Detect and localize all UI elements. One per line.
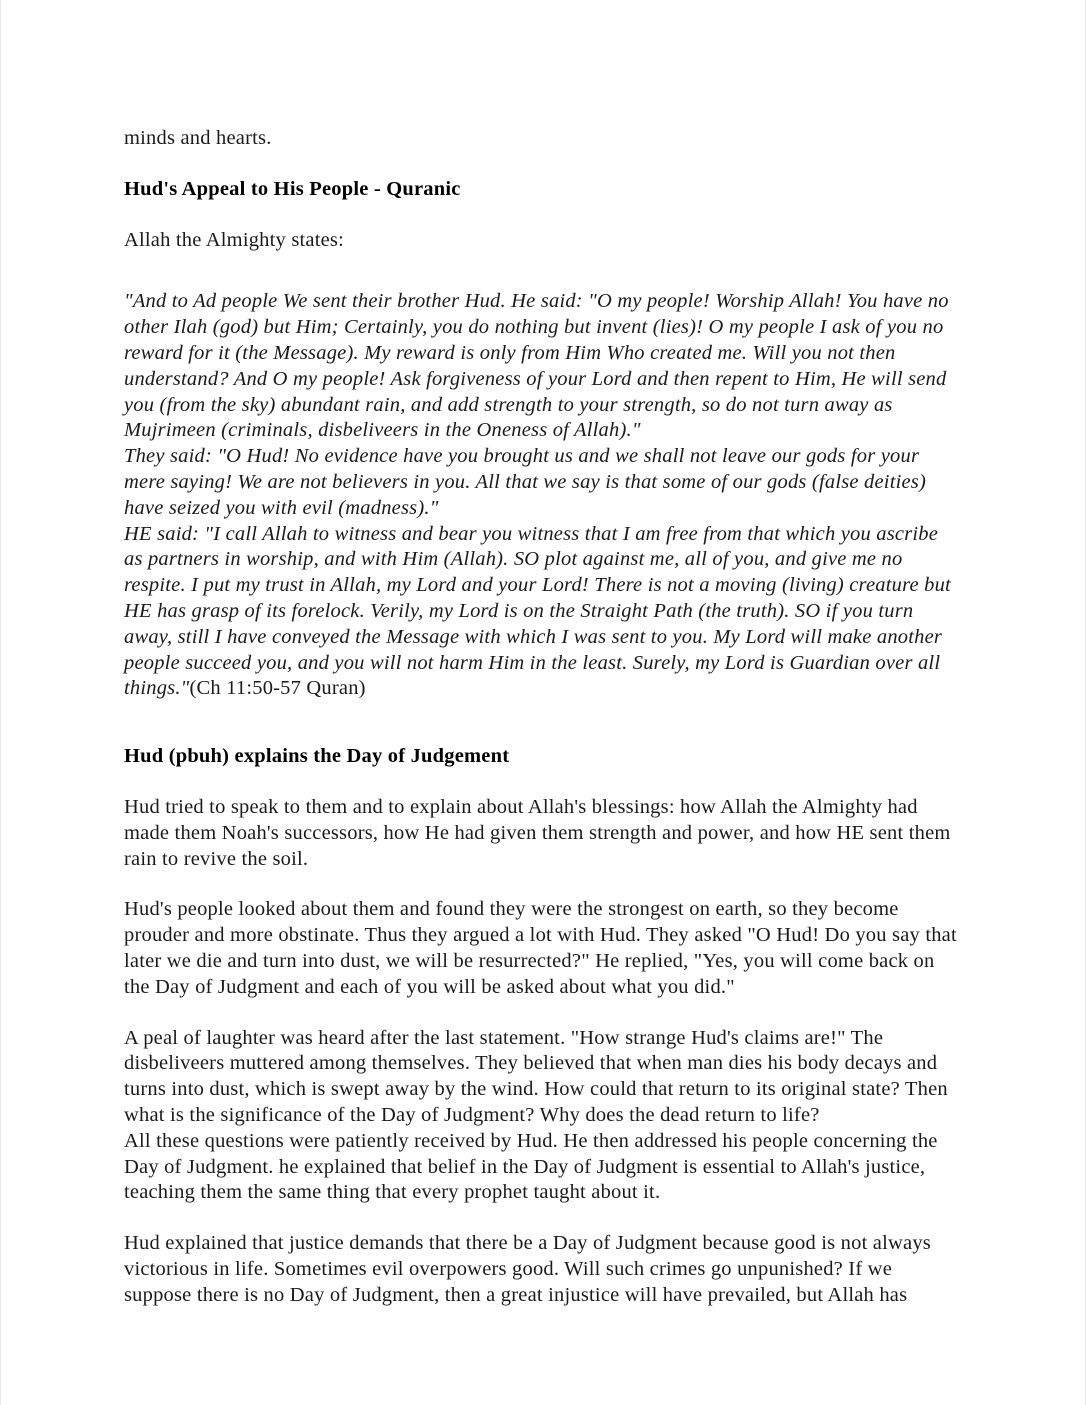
body-paragraph-2: Hud's people looked about them and found they were the strongest on earth, so they become prouder and more obstinate. Thus they argued a lot with Hud. They asked "O Hud! Do you say that later we die and turn into dust, we will be resurrected?" He replied, "Yes, you will come back on the Day of Judgment and each of you will be asked about what you did." (124, 898, 957, 998)
section-heading-day-of-judgement: Hud (pbuh) explains the Day of Judgement (124, 745, 510, 768)
quote-paragraph-3 (124, 522, 962, 703)
quote-paragraph-2: They said: "O Hud! No evidence have you brought us and we shall not leave our gods for your mere saying! We are not believers in you. All that we say is that some of our gods (false deities) have seized you with evil (madness)." (124, 445, 927, 519)
body-paragraph-4: All these questions were patiently received by Hud. He then addressed his people concerning the Day of Judgment. he explained that belief in the Day of Judgment is essential to Allah's justice, teaching them the same thing that every prophet taught about it. (124, 1129, 938, 1204)
page-content (124, 126, 962, 1333)
intro-fragment-paragraph: minds and hearts. (124, 127, 272, 149)
body-paragraph-1: Hud tried to speak to them and to explain about Allah's blessings: how Allah the Almighty had made them Noah's successors, how He had given them strength and power, and how HE sent them rain to revive the soil. (124, 795, 951, 870)
body-paragraph-3: A peal of laughter was heard after the last statement. "How strange Hud's claims are!" The disbeliveers muttered among themselves. They believed that when man dies his body decays and turns into dust, which is swept away by the wind. How could that return to its original state? Then what is the significance of the Day of Judgment? Why does the dead return to life? (124, 1026, 948, 1126)
quote-paragraph-3-text: HE said: "I call Allah to witness and bear you witness that I am free from that which you ascribe as partners in worship, and with Him (Allah). SO plot against me, all of you, and give me no respite. I put my trust in Allah, my Lord and your Lord! There is not a moving (living) creature but HE has grasp of its forelock. Verily, my Lord is on the Straight Path (the truth). SO if you turn away, still I have conveyed the Message with which I was sent to you. My Lord will make another people succeed you, and you will not harm Him in the least. Surely, my Lord is Guardian over all things." (124, 522, 951, 700)
quote-citation: (Ch 11:50-57 Quran) (189, 677, 366, 700)
section-heading-huds-appeal: Hud's Appeal to His People - Quranic (124, 177, 461, 200)
body-paragraph-5: Hud explained that justice demands that there be a Day of Judgment because good is not always victorious in life. Sometimes evil overpowers good. Will such crimes go unpunished? If we suppose there is no Day of Judgment, then a great injustice will have prevailed, but Allah has (124, 1232, 931, 1306)
quote-paragraph-1: "And to Ad people We sent their brother Hud. He said: "O my people! Worship Allah! You have no other Ilah (god) but Him; Certainly, you do nothing but invent (lies)! O my people I ask of you no reward for it (the Message). My reward is only from Him Who created me. Will you not then understand? And O my people! Ask forgiveness of your Lord and then repent to Him, He will send you (from the sky) abundant rain, and add strength to your strength, so do not turn away as Mujrimeen (criminals, disbeliveers in the Oneness of Allah)." (124, 290, 949, 442)
quranic-quote-block (124, 289, 962, 702)
quote-top-spacer (124, 278, 962, 289)
lead-in-paragraph: Allah the Almighty states: (124, 228, 344, 251)
section-two-spacer (124, 727, 962, 744)
